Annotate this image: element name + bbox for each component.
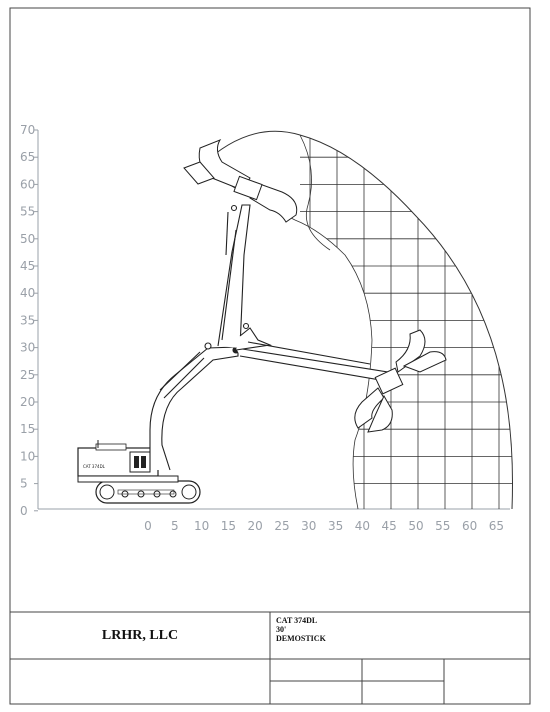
y-tick-label: 60 <box>20 177 36 192</box>
x-tick-label: 10 <box>193 519 210 533</box>
y-tick-label: 25 <box>20 367 36 382</box>
envelope-grid <box>300 100 520 509</box>
reach-length: 30' <box>276 625 287 634</box>
counterweight-base <box>78 476 178 482</box>
x-axis-ticks <box>144 519 504 533</box>
cab-window <box>134 456 139 468</box>
y-tick-label: 40 <box>20 286 36 301</box>
y-tick-label: 70 <box>20 123 36 137</box>
y-tick-label: 20 <box>20 395 36 409</box>
x-tick-label: 25 <box>274 519 290 533</box>
y-tick-label: 15 <box>20 422 36 437</box>
x-tick-label: 35 <box>327 519 344 533</box>
boom-cylinder <box>164 358 204 398</box>
x-tick-label: 30 <box>301 519 317 533</box>
y-tick-label: 50 <box>20 231 36 246</box>
x-tick-label: 20 <box>247 519 263 533</box>
cab <box>130 452 150 472</box>
x-tick-label: 15 <box>220 519 237 533</box>
x-tick-label: 50 <box>408 519 424 533</box>
y-tick-label: 55 <box>20 204 36 219</box>
shear-head <box>234 176 262 199</box>
x-tick-label: 40 <box>354 519 371 533</box>
spec-block <box>276 616 326 643</box>
cab-window <box>141 456 146 468</box>
excavator-track <box>96 481 200 503</box>
y-tick-label: 45 <box>20 259 36 273</box>
y-axis-ticks <box>20 123 38 518</box>
stick-extended-body <box>236 348 392 382</box>
x-tick-label: 65 <box>488 519 505 533</box>
machine-decal: CAT 374DL <box>83 464 105 469</box>
y-tick-label: 0 <box>20 503 28 518</box>
company-name: LRHR, LLC <box>101 627 179 643</box>
machine-model: CAT 374DL <box>276 616 318 625</box>
excavator <box>78 440 200 503</box>
demolition-shear-upper <box>184 140 297 222</box>
envelope-top-curve <box>300 135 330 250</box>
boom <box>150 343 239 470</box>
y-tick-label: 10 <box>20 449 36 464</box>
engine-hood <box>96 444 126 450</box>
bucket-cylinder <box>226 212 228 255</box>
x-tick-label: 45 <box>381 519 397 533</box>
link-pin <box>244 324 249 329</box>
x-tick-label: 60 <box>461 519 478 533</box>
y-tick-label: 35 <box>20 313 36 328</box>
y-tick-label: 5 <box>20 476 28 491</box>
x-tick-label: 5 <box>170 519 179 533</box>
boom-pin <box>205 343 211 349</box>
x-tick-label: 55 <box>435 519 451 533</box>
link-pin <box>232 206 237 211</box>
y-tick-label: 65 <box>20 150 36 165</box>
x-tick-label: 0 <box>144 519 152 533</box>
attachment-type: DEMOSTICK <box>276 634 326 643</box>
y-tick-label: 30 <box>20 340 36 355</box>
boom-body <box>150 347 238 470</box>
